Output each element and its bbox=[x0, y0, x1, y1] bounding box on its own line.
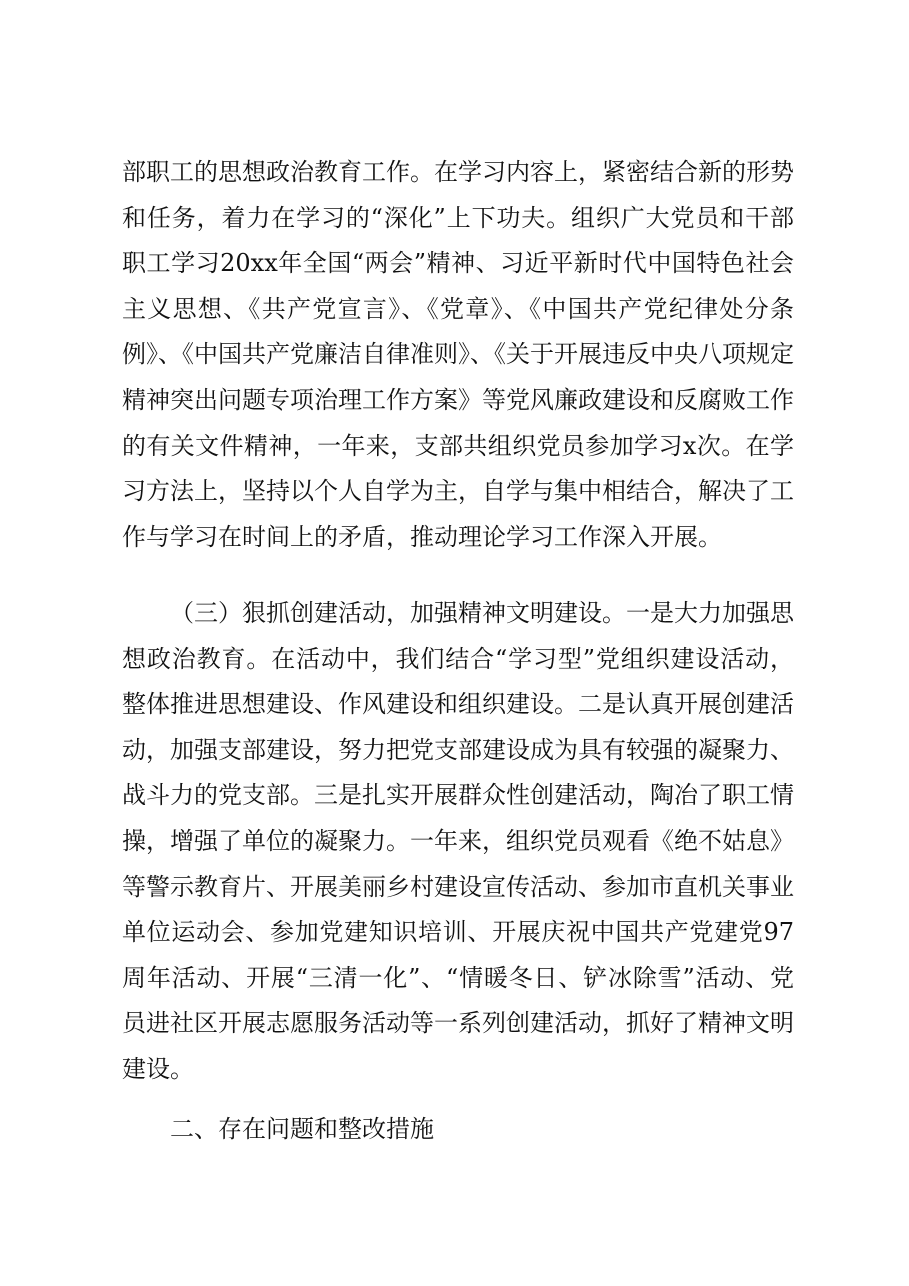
body-paragraph-creation-activities: （三）狠抓创建活动，加强精神文明建设。一是大力加强思想政治教育。在活动中，我们结合“学习型”党组织建设活动，整体推进思想建设、作风建设和组织建设。二是认真开展创建活动，加强支部建设，努力把党支部建设成为具有较强的凝聚力、战斗力的党支部。三是扎实开展群众性创建活动，陶冶了职工情操，增强了单位的凝聚力。一年来，组织党员观看《绝不姑息》等警示教育片、开展美丽乡村建设宣传活动、参加市直机关事业单位运动会、参加党建知识培训、开展庆祝中国共产党建党97周年活动、开展“三清一化”、“情暖冬日、铲冰除雪”活动、党员进社区开展志愿服务活动等一系列创建活动，抓好了精神文明建设。 bbox=[122, 599, 794, 1083]
section-heading-problems: 二、存在问题和整改措施 bbox=[170, 1115, 434, 1143]
body-paragraph-study: 部职工的思想政治教育工作。在学习内容上，紧密结合新的形势和任务，着力在学习的“深化”上下功夫。组织广大党员和干部职工学习20xx年全国“两会”精神、习近平新时代中国特色社会主义思想、《共产党宣言》、《党章》、《中国共产党纪律处分条例》、《中国共产党廉洁自律准则》、《关于开展违反中央八项规定精神突出问题专项治理工作方案》等党风廉政建设和反腐败工作的有关文件精神，一年来，支部共组织党员参加学习x次。在学习方法上，坚持以个人自学为主，自学与集中相结合，解决了工作与学习在时间上的矛盾，推动理论学习工作深入开展。 bbox=[122, 158, 794, 551]
